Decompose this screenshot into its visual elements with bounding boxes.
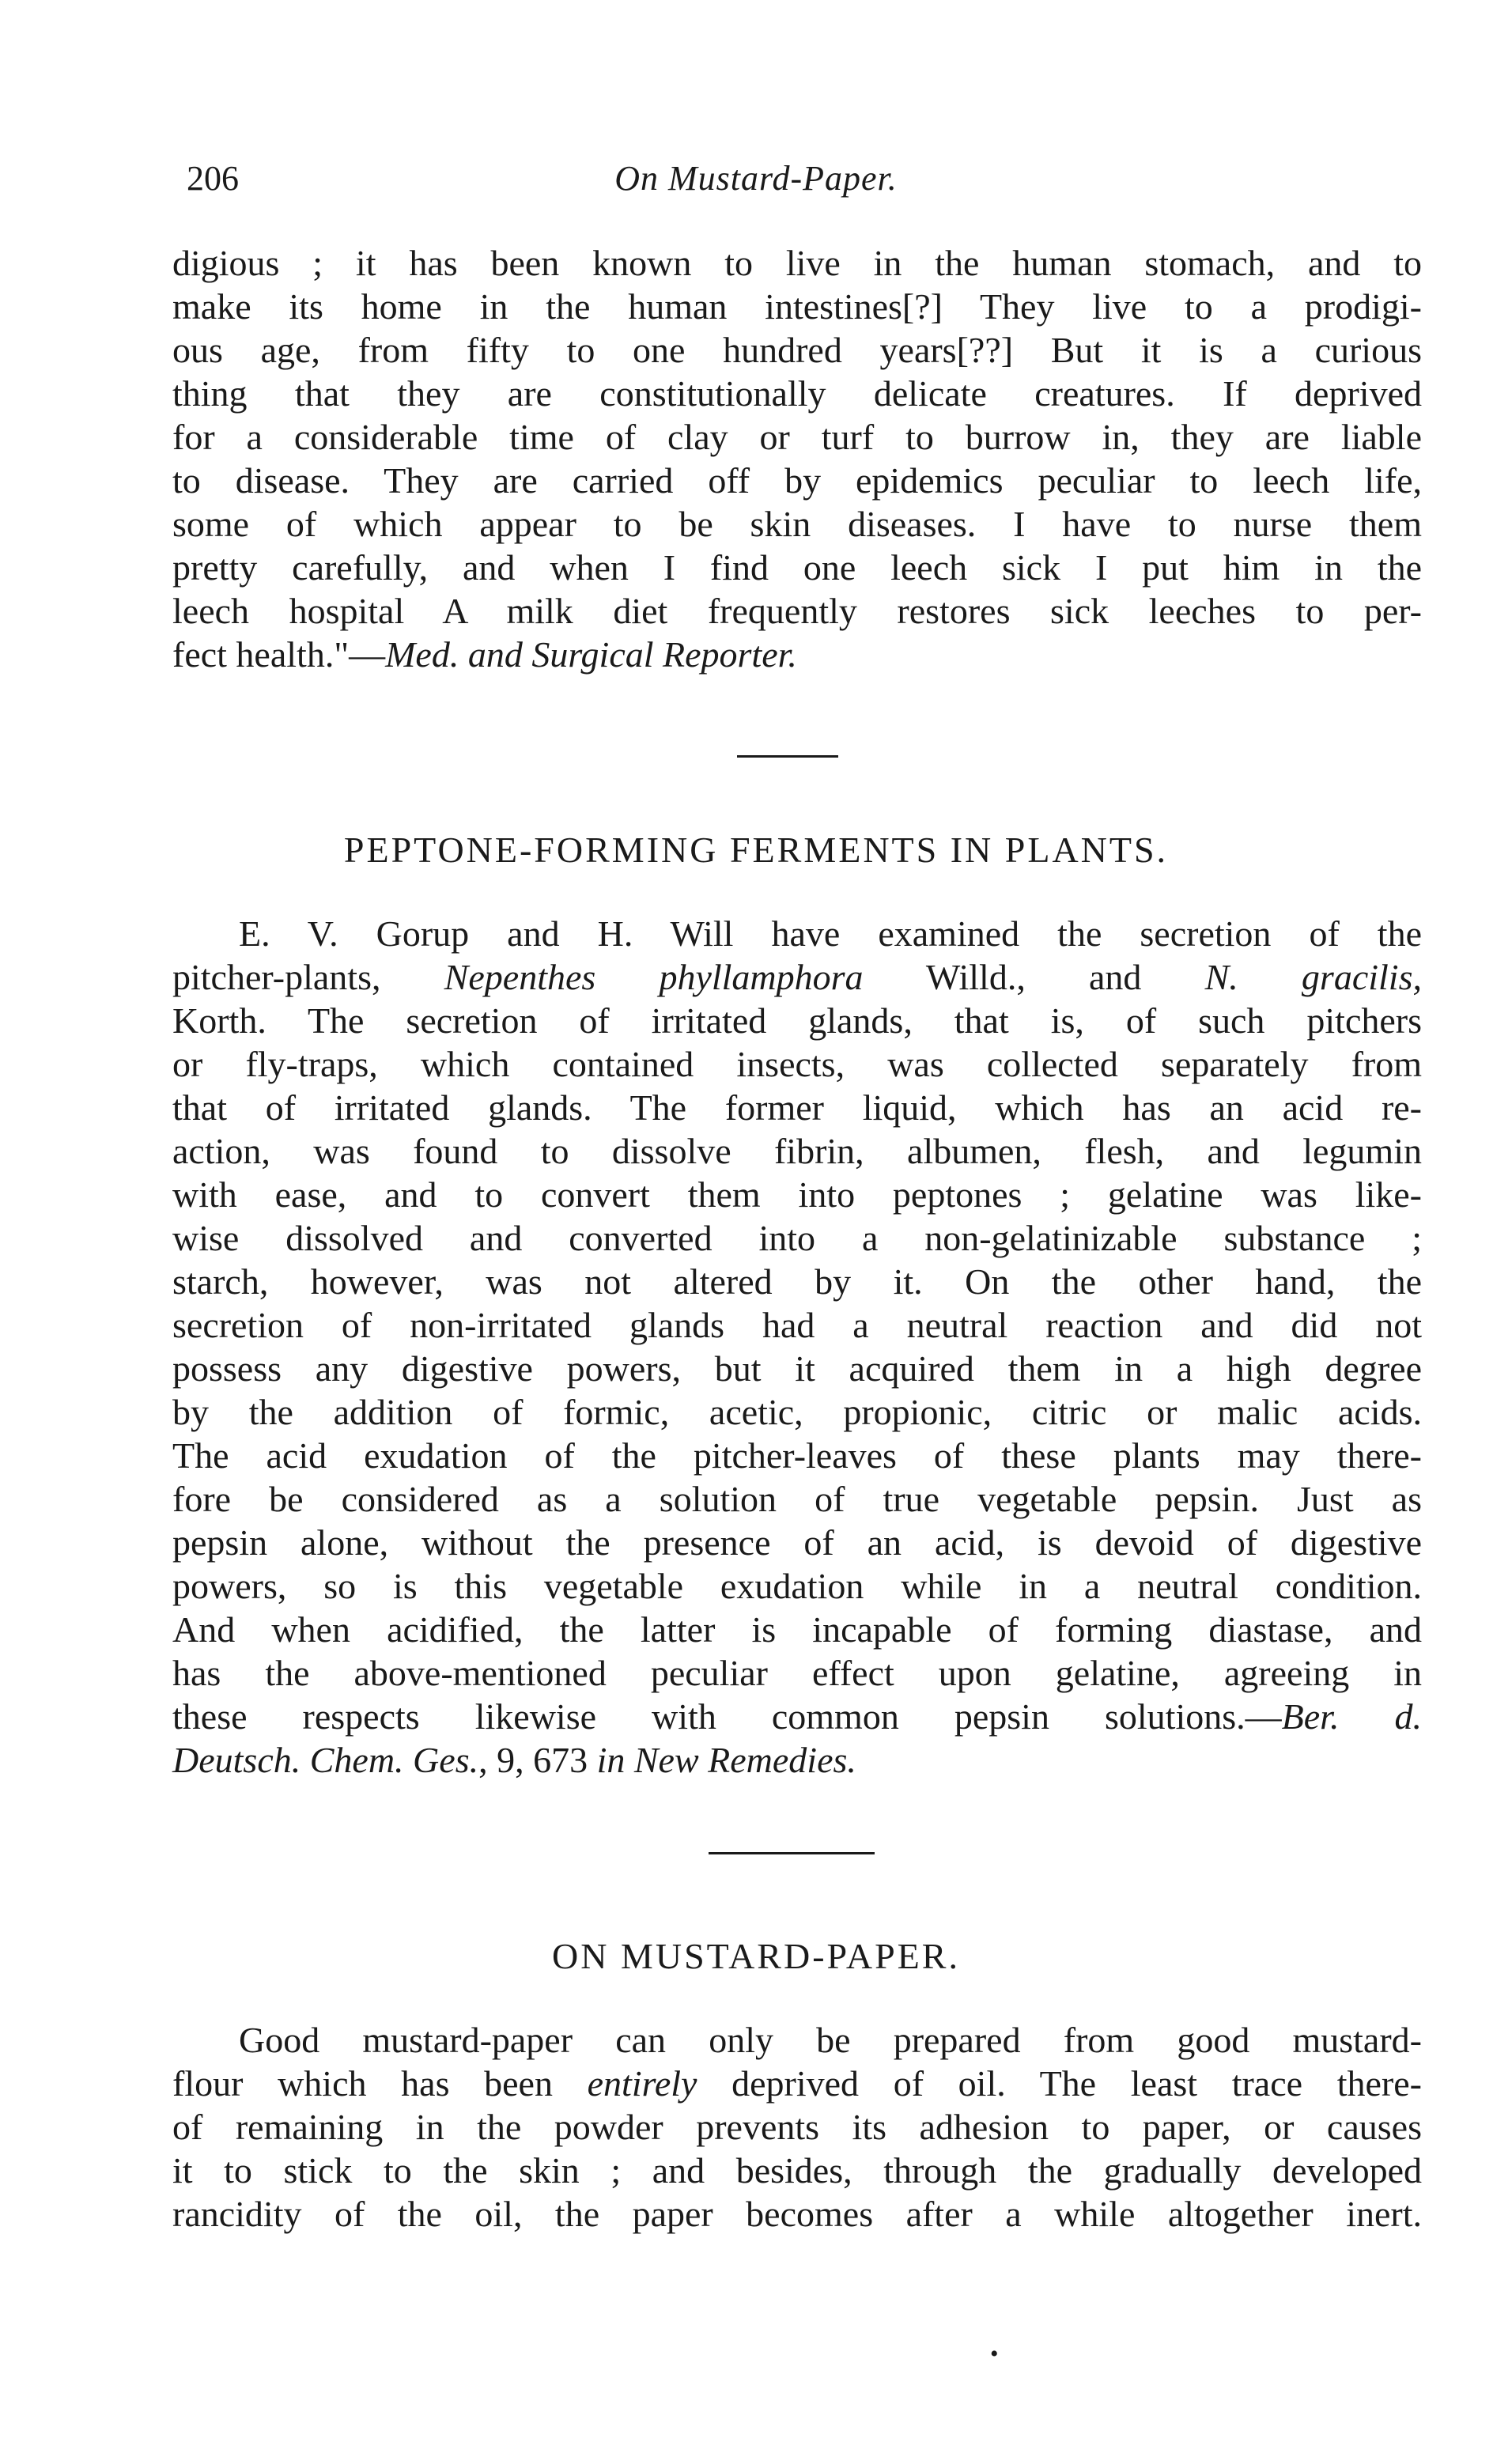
- text-line: [172, 633, 1422, 676]
- text-line: possess any digestive powers, but it acquired them in a high degree: [172, 1348, 1422, 1389]
- text-line: make its home in the human intestines[?] They live to a prodigi-: [172, 286, 1422, 327]
- text-line: [172, 1695, 1422, 1738]
- section-divider: [737, 755, 838, 758]
- section-title-peptone: PEPTONE-FORMING FERMENTS IN PLANTS.: [343, 830, 1169, 870]
- text-line: or fly-traps, which contained insects, was collected separately from: [172, 1044, 1422, 1084]
- text-line: [172, 955, 1422, 999]
- text-line: thing that they are constitutionally delicate creatures. If deprived: [172, 373, 1422, 414]
- text-line: ous age, from fifty to one hundred years[??] But it is a curious: [172, 330, 1422, 370]
- text-line: [172, 2062, 1422, 2105]
- section-title-mustard: ON MUSTARD-PAPER.: [552, 1936, 960, 1976]
- text-line: [172, 1738, 1422, 1782]
- source-citation: Ber. d.: [1281, 1696, 1422, 1737]
- text-line: has the above-mentioned peculiar effect upon gelatine, agreeing in: [172, 1653, 1422, 1693]
- text-line: E. V. Gorup and H. Will have examined the secretion of the: [239, 913, 1422, 954]
- source-citation: Deutsch. Chem. Ges.: [172, 1740, 479, 1780]
- line-text: flour which has been: [172, 2063, 588, 2104]
- line-text: pitcher-plants,: [172, 957, 444, 997]
- mustard-paragraph: [172, 2018, 1422, 2236]
- text-line: And when acidified, the latter is incapable of forming diastase, and: [172, 1609, 1422, 1650]
- text-line: for a considerable time of clay or turf to burrow in, they are liable: [172, 417, 1422, 457]
- text-line: digious ; it has been known to live in the human stomach, and to: [172, 243, 1422, 283]
- species-name: Nepenthes phyllamphora: [444, 957, 864, 997]
- text-line: secretion of non-irritated glands had a neutral reaction and did not: [172, 1305, 1422, 1345]
- source-citation: Med. and Surgical Reporter.: [385, 634, 797, 675]
- peptone-paragraph: [172, 912, 1422, 1782]
- text-line: starch, however, was not altered by it. On the other hand, the: [172, 1261, 1422, 1302]
- text-line: with ease, and to convert them into peptones ; gelatine was like-: [172, 1174, 1422, 1215]
- footer-dot: •: [990, 2341, 999, 2367]
- line-text: fect health."—: [172, 634, 386, 675]
- page-number: 206: [187, 159, 239, 198]
- leech-paragraph: [172, 241, 1422, 676]
- text-line: action, was found to dissolve fibrin, albumen, flesh, and legumin: [172, 1131, 1422, 1171]
- text-line: leech hospital A milk diet frequently restores sick leeches to per-: [172, 591, 1422, 631]
- text-line: Korth. The secretion of irritated glands, that is, of such pitchers: [172, 1000, 1422, 1041]
- emphasis: entirely: [587, 2063, 697, 2104]
- text-line: rancidity of the oil, the paper becomes after a while altogether inert.: [172, 2194, 1422, 2234]
- page-header: [0, 158, 1512, 206]
- text-line: of remaining in the powder prevents its adhesion to paper, or causes: [172, 2107, 1422, 2147]
- text-line: powers, so is this vegetable exudation while in a neutral condition.: [172, 1566, 1422, 1606]
- text-line: pretty carefully, and when I find one leech sick I put him in the: [172, 547, 1422, 588]
- text-line: some of which appear to be skin diseases. I have to nurse them: [172, 504, 1422, 544]
- line-text: these respects likewise with common pepsin solutions.—: [172, 1696, 1282, 1737]
- text-line: Good mustard-paper can only be prepared from good mustard-: [239, 2020, 1422, 2060]
- section-divider: [709, 1852, 875, 1854]
- species-name: N. gracilis,: [1204, 957, 1422, 997]
- text-line: wise dissolved and converted into a non-gelatinizable substance ;: [172, 1218, 1422, 1258]
- line-text: , 9, 673: [478, 1740, 597, 1780]
- text-line: that of irritated glands. The former liquid, which has an acid re-: [172, 1087, 1422, 1128]
- text-line: it to stick to the skin ; and besides, through the gradually developed: [172, 2150, 1422, 2191]
- text-line: pepsin alone, without the presence of an acid, is devoid of digestive: [172, 1522, 1422, 1563]
- source-citation: in: [596, 1740, 626, 1780]
- text-line: by the addition of formic, acetic, propionic, citric or malic acids.: [172, 1392, 1422, 1432]
- running-title: On Mustard-Paper.: [614, 159, 898, 198]
- text-line: to disease. They are carried off by epidemics peculiar to leech life,: [172, 460, 1422, 501]
- text-line: fore be considered as a solution of true vegetable pepsin. Just as: [172, 1479, 1422, 1519]
- source-citation: New Remedies.: [625, 1740, 856, 1780]
- line-text: Willd., and: [863, 957, 1205, 997]
- line-text: deprived of oil. The least trace there-: [697, 2063, 1422, 2104]
- text-line: The acid exudation of the pitcher-leaves of these plants may there-: [172, 1435, 1422, 1476]
